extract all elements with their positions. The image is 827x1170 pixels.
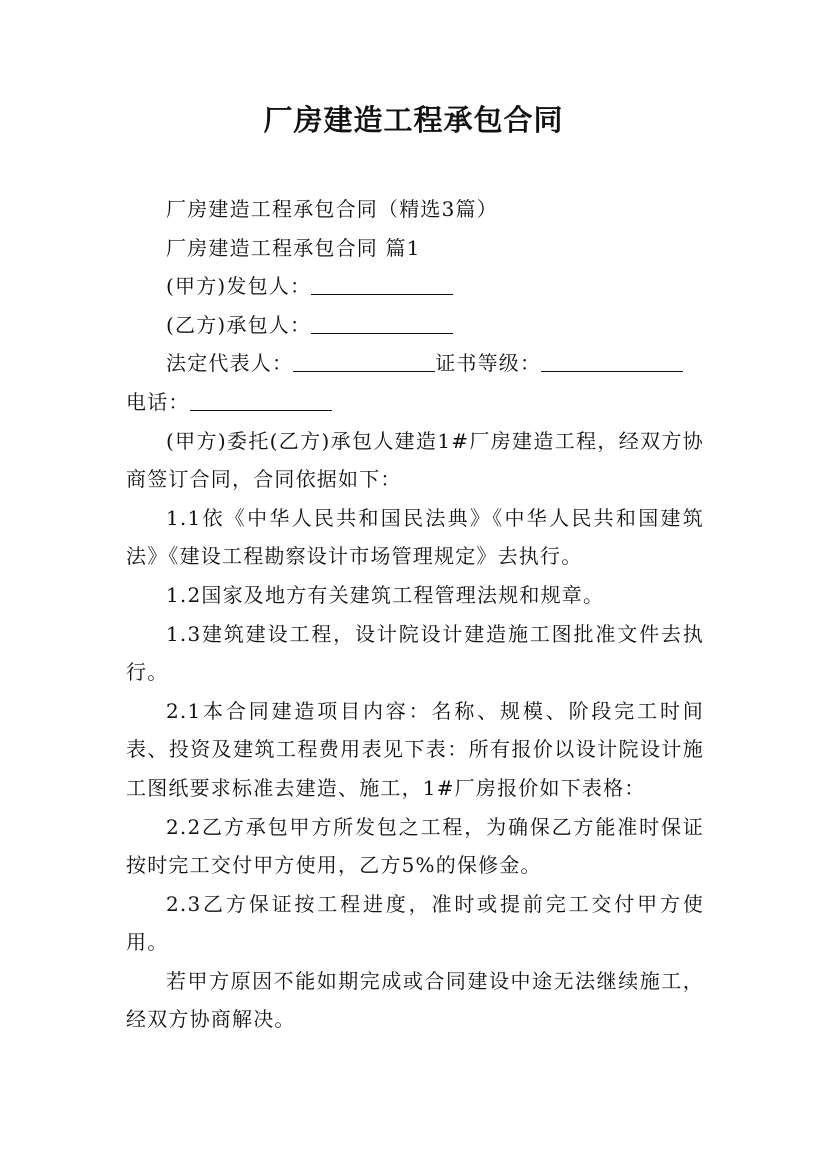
party-a-label: (甲方)发包人： [166, 274, 312, 299]
phone-label: 电话： [126, 389, 190, 414]
legal-rep-label: 法定代表人： [166, 351, 294, 376]
certificate-label: 证书等级： [435, 351, 542, 376]
certificate-blank [541, 349, 683, 372]
phone-line [126, 383, 704, 422]
paragraph: 1.1依《中华人民共和国民法典》《中华人民共和国建筑法》《建设工程勘察设计市场管理规定》去执行。 [126, 505, 704, 569]
paragraph: 2.3乙方保证按工程进度，准时或提前完工交付甲方使用。 [126, 891, 704, 955]
party-a-line [126, 267, 704, 306]
paragraph: 若甲方原因不能如期完成或合同建设中途无法继续施工，经双方协商解决。 [126, 968, 704, 1032]
legal-rep-line [126, 344, 704, 383]
paragraph: 1.3建筑建设工程，设计院设计建造施工图批准文件去执行。 [126, 621, 704, 685]
paragraph: 2.2乙方承包甲方所发包之工程，为确保乙方能准时保证按时完工交付甲方使用，乙方5%的保修金。 [126, 814, 704, 878]
paragraph: 2.1本合同建造项目内容：名称、规模、阶段完工时间表、投资及建筑工程费用表见下表：所有报价以设计院设计施工图纸要求标准去建造、施工，1#厂房报价如下表格： [126, 698, 704, 800]
section-heading: 厂房建造工程承包合同 篇1 [166, 235, 421, 260]
party-b-line [126, 306, 704, 345]
paragraph: 1.2国家及地方有关建筑工程管理法规和规章。 [166, 582, 605, 607]
party-b-label: (乙方)承包人： [166, 312, 312, 337]
phone-blank [190, 388, 332, 411]
document-body [126, 190, 704, 1039]
party-b-blank [311, 311, 453, 334]
paragraph: (甲方)委托(乙方)承包人建造1#厂房建造工程，经双方协商签订合同，合同依据如下： [126, 428, 704, 492]
legal-rep-blank [293, 349, 435, 372]
subtitle-line: 厂房建造工程承包合同（精选3篇） [166, 197, 498, 221]
party-a-blank [311, 272, 453, 295]
document-title: 厂房建造工程承包合同 [263, 103, 564, 137]
